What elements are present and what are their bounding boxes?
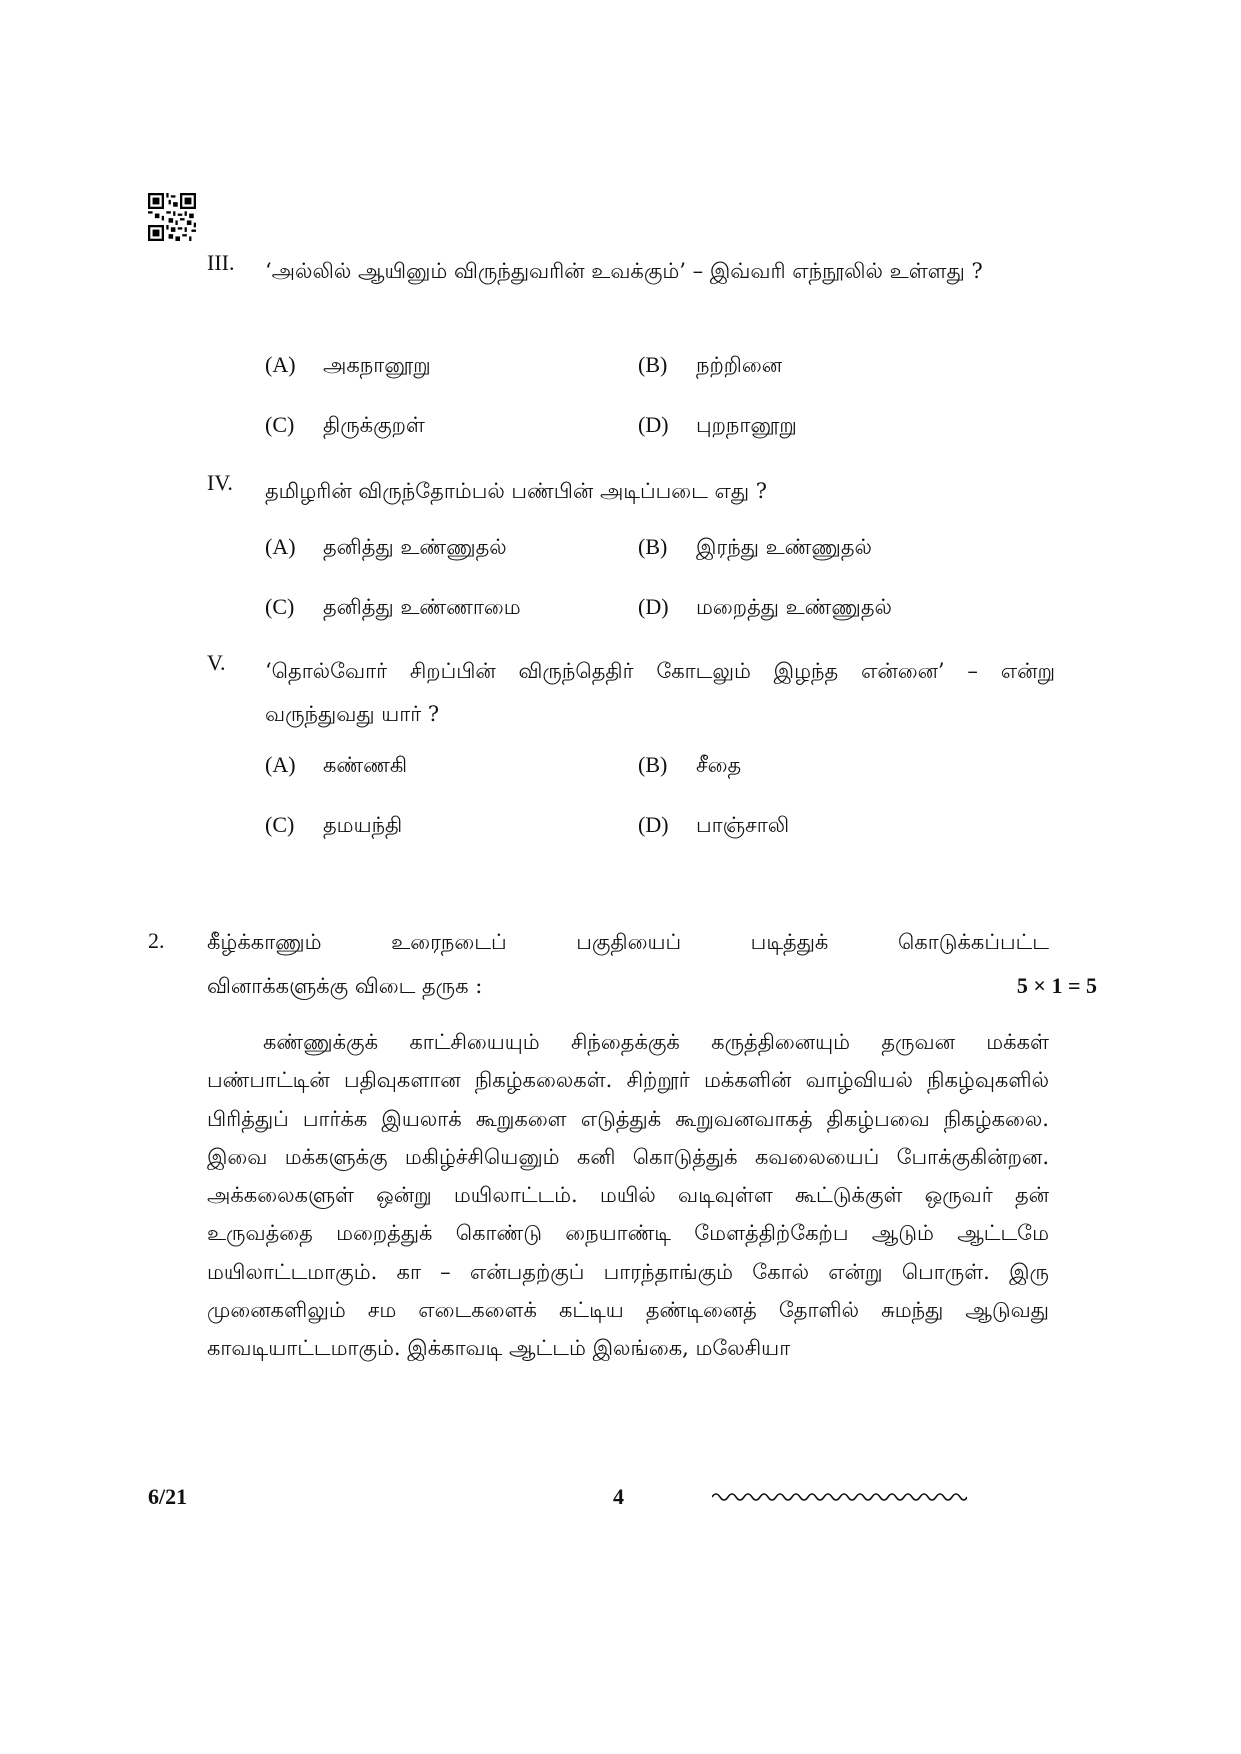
- marks-label: 5 × 1 = 5: [1016, 973, 1097, 998]
- option-b: [638, 352, 782, 380]
- question-2-line2: [207, 964, 1097, 1008]
- option-text: சீதை: [696, 753, 742, 777]
- option-label: (A): [265, 752, 296, 777]
- qr-code: [148, 193, 196, 241]
- option-b: [638, 752, 741, 780]
- instruction-line-1: கீழ்க்காணும் உரைநடைப் பகுதியைப் படித்துக் கொடுக்கப்பட்ட: [207, 930, 1049, 954]
- option-text: இரந்து உண்ணுதல்: [696, 535, 872, 559]
- option-c: [265, 812, 402, 840]
- option-text: தனித்து உண்ணுதல்: [323, 535, 507, 559]
- instruction-line-2: வினாக்களுக்கு விடை தருக :: [207, 974, 483, 998]
- option-a: [265, 534, 507, 562]
- option-label: (B): [638, 534, 668, 559]
- option-label: (B): [638, 352, 668, 377]
- option-text: தமயந்தி: [323, 813, 403, 837]
- option-d: [638, 812, 789, 840]
- option-c: [265, 594, 521, 622]
- option-text: திருக்குறள்: [323, 413, 425, 437]
- question-2-line1: [207, 920, 1049, 964]
- question-2-number: 2.: [148, 928, 165, 953]
- paper-code: 6/21: [148, 1484, 188, 1509]
- option-b: [638, 534, 872, 562]
- option-text: மறைத்து உண்ணுதல்: [696, 595, 892, 619]
- question-text: தமிழரின் விருந்தோம்பல் பண்பின் அடிப்படை எது ?: [265, 479, 768, 503]
- option-a: [265, 352, 431, 380]
- option-label: (A): [265, 534, 296, 559]
- option-text: கண்ணகி: [323, 753, 408, 777]
- option-text: தனித்து உண்ணாமை: [323, 595, 521, 619]
- option-text: பாஞ்சாலி: [696, 813, 790, 837]
- question-number: III.: [207, 250, 235, 275]
- option-label: (C): [265, 594, 295, 619]
- option-label: (D): [638, 812, 669, 837]
- option-label: (C): [265, 812, 295, 837]
- wave-line-decoration: [712, 1490, 967, 1504]
- option-d: [638, 594, 892, 622]
- option-d: [638, 412, 797, 440]
- page-number: 4: [613, 1484, 624, 1509]
- question-number: IV.: [207, 470, 233, 495]
- option-a: [265, 752, 407, 780]
- option-label: (D): [638, 594, 669, 619]
- option-text: நற்றினை: [696, 353, 783, 377]
- option-text: புறநானூறு: [696, 413, 797, 437]
- option-label: (D): [638, 412, 669, 437]
- option-label: (C): [265, 412, 295, 437]
- reading-passage: கண்ணுக்குக் காட்சியையும் சிந்தைக்குக் கருத்தினையும் தருவன மக்கள் பண்பாட்டின் பதிவுகளான நிகழ்கலைகள். சிற்றூர் மக்களின் வாழ்வியல் நிகழ்வுகளில் பிரித்துப் பார்க்க இயலாக் கூறுகளை எடுத்துக் கூறுவனவாகத் திகழ்பவை நிகழ்கலை. இவை மக்களுக்கு மகிழ்ச்சியெனும் கனி கொடுத்துக் கவலையைப் போக்குகின்றன. அக்கலைகளுள் ஒன்று மயிலாட்டம். மயில் வடிவுள்ள கூட்டுக்குள் ஒருவர் தன் உருவத்தை மறைத்துக் கொண்டு நையாண்டி மேளத்திற்கேற்ப ஆடும் ஆட்டமே மயிலாட்டமாகும். கா – என்பதற்குப் பாரந்தாங்கும் கோல் என்று பொருள். இரு முனைகளிலும் சம எடைகளைக் கட்டிய தண்டினைத் தோளில் சுமந்து ஆடுவது காவடியாட்டமாகும். இக்காவடி ஆட்டம் இலங்கை, மலேசியா: [207, 1030, 1049, 1361]
- question-2-heading: [207, 920, 1097, 1008]
- question-text: ‘அல்லில் ஆயினும் விருந்துவரின் உவக்கும்’ – இவ்வரி எந்நூலில் உள்ளது ?: [265, 259, 983, 283]
- question-text: ‘தொல்வோர் சிறப்பின் விருந்தெதிர் கோடலும் இழந்த என்னை’ – என்று வருந்துவது யார் ?: [265, 659, 1055, 726]
- option-text: அகநானூறு: [323, 353, 431, 377]
- option-label: (B): [638, 752, 668, 777]
- question-number: V.: [207, 650, 226, 675]
- option-c: [265, 412, 425, 440]
- option-label: (A): [265, 352, 296, 377]
